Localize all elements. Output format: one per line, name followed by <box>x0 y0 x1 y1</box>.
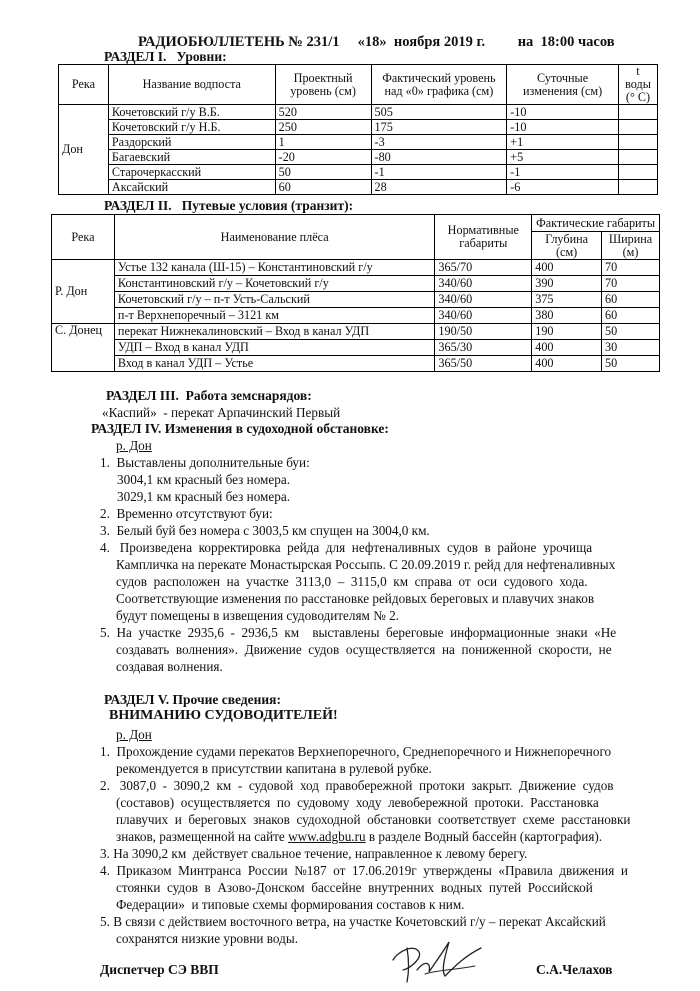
col-norm: Нормативные габариты <box>435 215 532 260</box>
text-line: Соответствующие изменения по расстановке рейдовых береговых и плавучих знаков <box>116 591 595 606</box>
text-line: 4. Приказом Минтранса России №187 от 17.06.2019г утверждены «Правила движения и <box>100 863 628 878</box>
text-line: 1. Прохождение судами перекатов Верхнепоречного, Среднепоречного и Нижнепоречного <box>100 744 612 759</box>
change-cell: +5 <box>507 150 619 165</box>
levels-table <box>58 64 658 195</box>
change-cell: +1 <box>507 135 619 150</box>
dredger-line: «Каспий» - перекат Арпачинский Первый <box>102 405 341 420</box>
river-label: р. Дон <box>116 438 152 453</box>
text-line: рекомендуется в присутствии капитана в рулевой рубке. <box>116 761 432 776</box>
table-row <box>59 105 658 120</box>
temp-cell <box>619 165 658 180</box>
text-line: 5. В связи с действием восточного ветра, на участке Кочетовский г/у – перекат Аксайский <box>100 914 606 929</box>
text-line: 1. Выставлены дополнительные буи: <box>100 455 310 470</box>
col-river: Река <box>52 215 115 260</box>
actual-cell: 28 <box>371 180 507 195</box>
project-cell: 60 <box>275 180 371 195</box>
norm-cell: 340/60 <box>435 308 532 324</box>
stretch-cell: Кочетовский г/у – п-т Усть-Сальский <box>114 292 434 308</box>
width-cell: 50 <box>602 324 660 340</box>
depth-cell: 375 <box>532 292 602 308</box>
section-3-title: РАЗДЕЛ III. Работа земснарядов: <box>106 388 312 403</box>
table-row <box>52 276 660 292</box>
width-cell: 50 <box>602 356 660 372</box>
col-actual-dimensions: Фактические габариты <box>532 215 660 232</box>
river-cell: Дон <box>59 105 109 195</box>
temp-cell <box>619 150 658 165</box>
col-actual-level: Фактический уровень над «0» графика (см) <box>371 65 507 105</box>
temp-cell <box>619 105 658 120</box>
website-link[interactable]: www.adgbu.ru <box>288 829 366 844</box>
table-row <box>59 135 658 150</box>
text-segment: в разделе Водный бассейн (картография). <box>365 829 603 844</box>
table-row <box>52 356 660 372</box>
depth-cell: 380 <box>532 308 602 324</box>
norm-cell: 365/70 <box>435 260 532 276</box>
section-2-title: РАЗДЕЛ II. Путевые условия (транзит): <box>104 198 354 213</box>
post-cell: Старочеркасский <box>108 165 275 180</box>
bulletin-title: РАДИОБЮЛЛЕТЕНЬ № 231/1 «18» ноября 2019 г. на 18:00 часов <box>138 34 615 50</box>
actual-cell: -1 <box>371 165 507 180</box>
text-line: 3004,1 км красный без номера. <box>117 472 290 487</box>
norm-cell: 365/50 <box>435 356 532 372</box>
width-cell: 60 <box>602 292 660 308</box>
text-line: стоянки судов в Азово-Донском бассейне внутренних водных путей Российской <box>116 880 593 895</box>
col-project-level: Проектный уровень (см) <box>275 65 371 105</box>
col-river: Река <box>59 65 109 105</box>
stretch-cell: Константиновский г/у – Кочетовский г/у <box>114 276 434 292</box>
change-cell: -6 <box>507 180 619 195</box>
actual-cell: -3 <box>371 135 507 150</box>
text-line: (составов) осуществляется по судовому ходу левобережной протоки. Расстановка <box>116 795 599 810</box>
norm-cell: 340/60 <box>435 292 532 308</box>
width-cell: 70 <box>602 260 660 276</box>
actual-cell: 505 <box>371 105 507 120</box>
river-label: р. Дон <box>116 727 152 742</box>
depth-cell: 400 <box>532 340 602 356</box>
depth-cell: 390 <box>532 276 602 292</box>
table-row <box>59 165 658 180</box>
post-cell: Кочетовский г/у В.Б. <box>108 105 275 120</box>
col-post: Название водпоста <box>108 65 275 105</box>
text-line: создавая волнения. <box>116 659 223 674</box>
table-row <box>52 324 660 340</box>
norm-cell: 365/30 <box>435 340 532 356</box>
temp-cell <box>619 135 658 150</box>
temp-cell <box>619 180 658 195</box>
norm-cell: 340/60 <box>435 276 532 292</box>
change-cell: -10 <box>507 120 619 135</box>
depth-cell: 400 <box>532 356 602 372</box>
section-4-title: РАЗДЕЛ IV. Изменения в судоходной обстановке: <box>91 421 389 436</box>
table-row <box>52 292 660 308</box>
text-line: 2. 3087,0 - 3090,2 км - судовой ход правобережной протоки закрыт. Движение судов <box>100 778 614 793</box>
project-cell: 1 <box>275 135 371 150</box>
transit-header-row <box>52 215 660 232</box>
post-cell: Кочетовский г/у Н.Б. <box>108 120 275 135</box>
change-cell: -1 <box>507 165 619 180</box>
project-cell: 50 <box>275 165 371 180</box>
section-5-title: РАЗДЕЛ V. Прочие сведения: <box>104 692 281 707</box>
depth-cell: 400 <box>532 260 602 276</box>
text-line: судов расположен на участке 3113,0 – 3115,0 км справа от оси судового хода. <box>116 574 588 589</box>
table-row <box>52 340 660 356</box>
stretch-cell: перекат Нижнекалиновский – Вход в канал УДП <box>114 324 434 340</box>
norm-cell: 190/50 <box>435 324 532 340</box>
stretch-cell: п-т Верхнепоречный – 3121 км <box>114 308 434 324</box>
levels-header-row <box>59 65 658 105</box>
actual-cell: -80 <box>371 150 507 165</box>
col-daily-change: Суточные изменения (см) <box>507 65 619 105</box>
temp-cell <box>619 120 658 135</box>
text-line: сохранятся низкие уровни воды. <box>116 931 298 946</box>
text-line: 3. На 3090,2 км действует свальное течение, направленное к левому берегу. <box>100 846 528 861</box>
col-width: Ширина (м) <box>602 232 660 260</box>
width-cell: 70 <box>602 276 660 292</box>
table-row <box>52 260 660 276</box>
river-cell: Р. Дон <box>52 260 115 324</box>
stretch-cell: УДП – Вход в канал УДП <box>114 340 434 356</box>
section-1-title: РАЗДЕЛ I. Уровни: <box>104 49 227 64</box>
post-cell: Аксайский <box>108 180 275 195</box>
text-segment: знаков, размещенной на сайте <box>116 829 289 844</box>
table-row <box>59 180 658 195</box>
table-row <box>59 120 658 135</box>
table-row <box>59 150 658 165</box>
text-line: 3029,1 км красный без номера. <box>117 489 290 504</box>
col-depth: Глубина (см) <box>532 232 602 260</box>
table-row <box>52 308 660 324</box>
text-line: 5. На участке 2935,6 - 2936,5 км выставлены береговые информационные знаки «Не <box>100 625 617 640</box>
signer-name: С.А.Челахов <box>536 962 613 977</box>
text-line: Федерации» и типовые схемы формирования составов к ним. <box>116 897 465 912</box>
width-cell: 30 <box>602 340 660 356</box>
stretch-cell: Устье 132 канала (Ш-15) – Константиновский г/у <box>114 260 434 276</box>
text-line: создавать волнения». Движение судов осуществляется на пониженной скорости, не <box>116 642 612 657</box>
river-cell: С. Донец <box>52 324 115 372</box>
actual-cell: 175 <box>371 120 507 135</box>
text-line: Кампличка на перекате Монастырская Россыпь. С 20.09.2019 г. рейд для нефтеналивных <box>116 557 616 572</box>
text-line: 2. Временно отсутствуют буи: <box>100 506 273 521</box>
text-line-with-link <box>116 828 602 845</box>
project-cell: -20 <box>275 150 371 165</box>
transit-table <box>51 214 660 372</box>
col-water-temp: t воды (° С) <box>619 65 658 105</box>
text-line: плавучих и береговых знаков судоходной обстановки соответствует схеме расстановки <box>116 812 631 827</box>
text-line: 4. Произведена корректировка рейда для нефтеналивных судов в районе урочища <box>100 540 593 555</box>
width-cell: 60 <box>602 308 660 324</box>
post-cell: Багаевский <box>108 150 275 165</box>
project-cell: 520 <box>275 105 371 120</box>
stretch-cell: Вход в канал УДП – Устье <box>114 356 434 372</box>
dispatcher-label: Диспетчер СЭ ВВП <box>100 962 219 977</box>
text-line: будут помещены в извещения судоводителям № 2. <box>116 608 399 623</box>
project-cell: 250 <box>275 120 371 135</box>
change-cell: -10 <box>507 105 619 120</box>
text-line: 3. Белый буй без номера с 3003,5 км спущен на 3004,0 км. <box>100 523 430 538</box>
col-stretch: Наименование плёса <box>114 215 434 260</box>
warning-heading: ВНИМАНИЮ СУДОВОДИТЕЛЕЙ! <box>109 708 338 723</box>
depth-cell: 190 <box>532 324 602 340</box>
post-cell: Раздорский <box>108 135 275 150</box>
signature-icon <box>385 930 495 988</box>
